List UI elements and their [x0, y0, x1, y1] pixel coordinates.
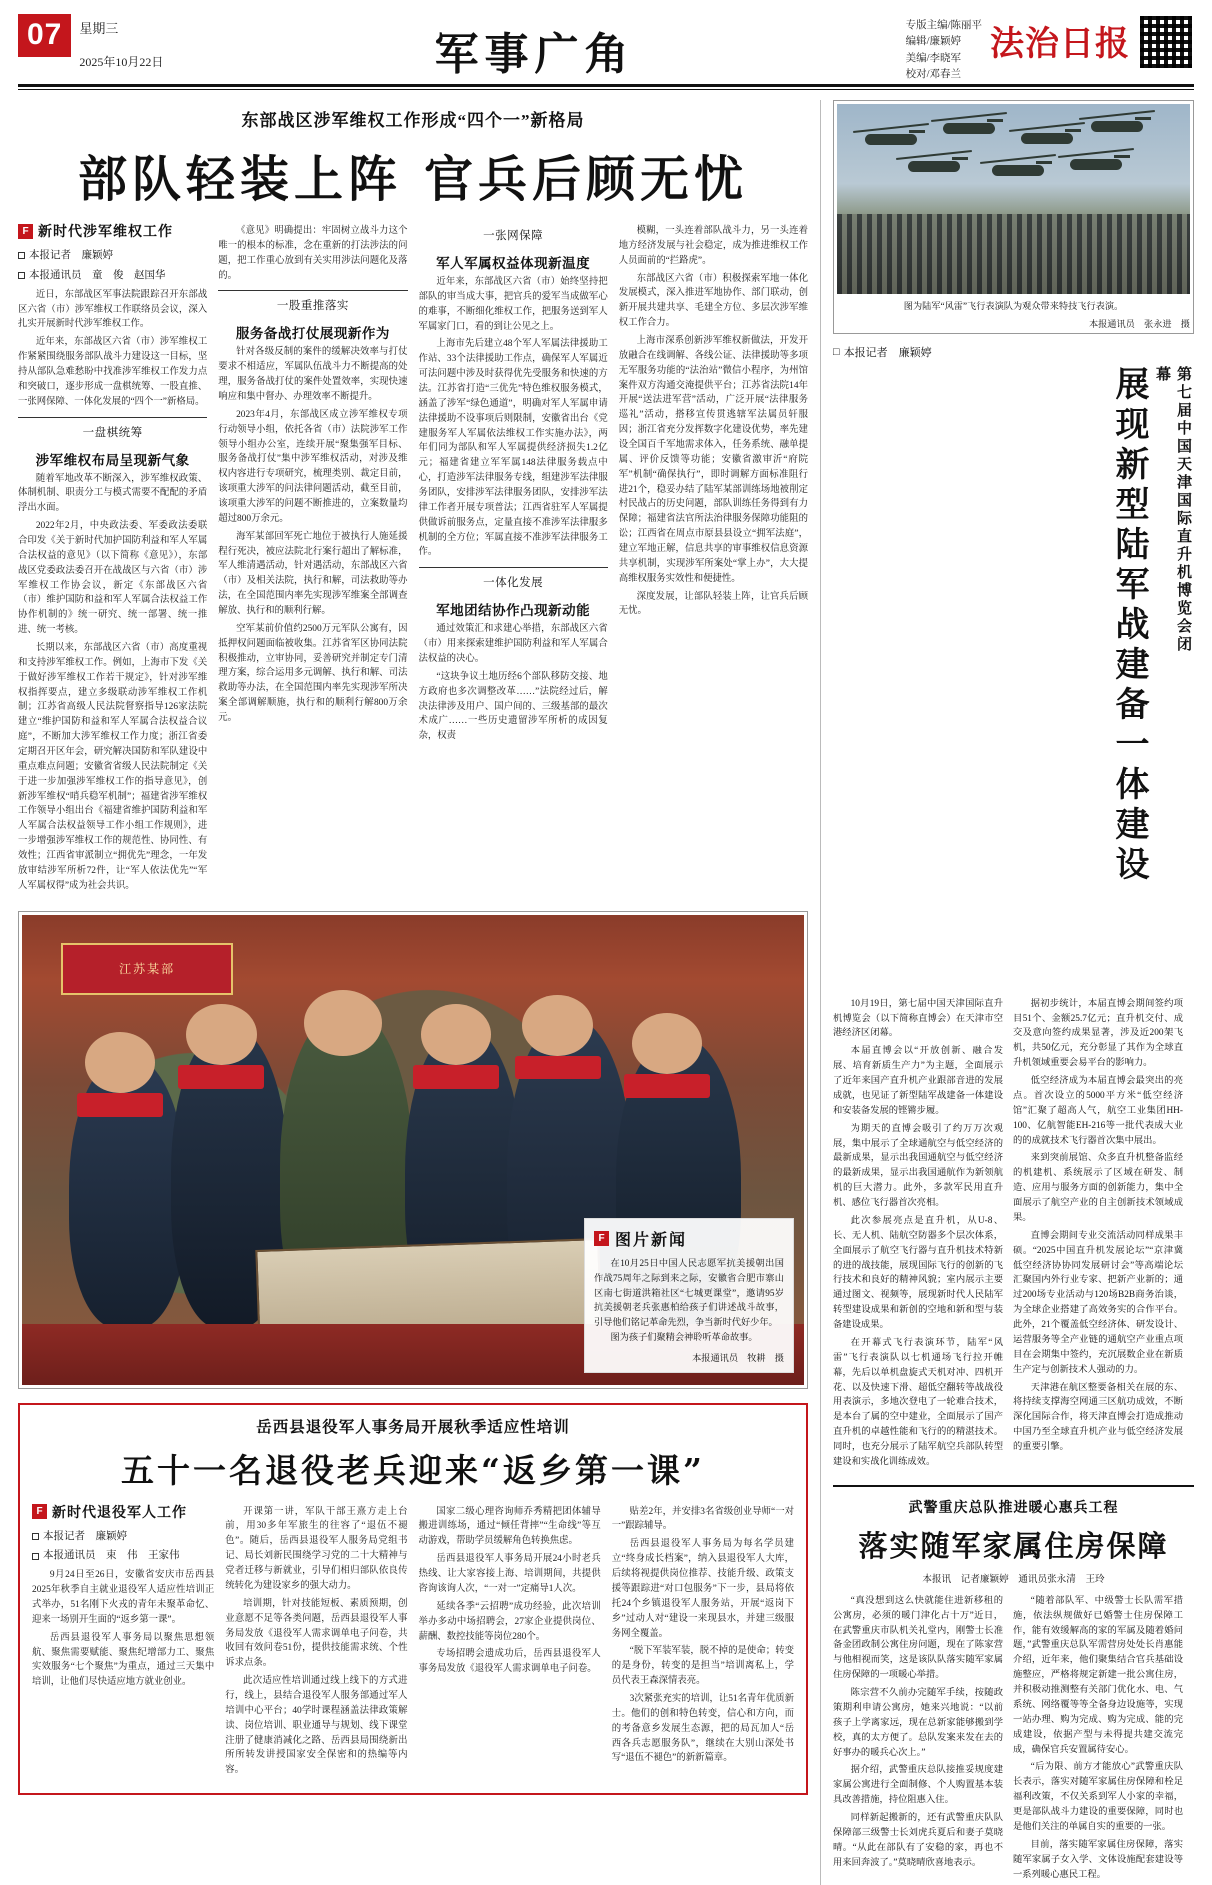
- paragraph: 针对各级反制的案件的缓解决效率与打仗要求不相适应，军属队伍战斗力不断提高的处理，服务备战打仗的案件处置效率，实现快速响应和集中督办、办理效率不断提升。: [218, 347, 408, 403]
- head-icon: [421, 1004, 491, 1065]
- right-section2-kicker: 武警重庆总队推进暖心惠兵工程: [908, 1500, 1119, 1516]
- helicopter-icon: [1091, 121, 1143, 132]
- right-headline: 展现新型陆军战建备一体建设: [1109, 365, 1149, 886]
- paragraph: “脱下军装军装，脱不掉的是使命；转变的是身份，转变的是担当”培训离私上，学员代表王森深情表亮。: [611, 1646, 794, 1687]
- paragraph: 开课第一讲，军队干部王熹方走上台前，用30多年军旅生的往容了“退伍不褪色”。随后，岳西县退役军人服务局党组书记、局长刘新民围绕学习党的二十大精神与党者迁移与新就业，引导们相归部队依良传统转化为建设家乡的强大动力。: [225, 1506, 408, 1591]
- flag-icon: F: [18, 224, 33, 239]
- right-section2-columns: [833, 1591, 1194, 1885]
- paragraph: 专场招聘会遗成功后，岳西县退役军人事务局发放《退役军人需求调单电子问卷。: [418, 1649, 601, 1675]
- lead-headline: 部队轻装上阵 官兵后顾无忧: [77, 150, 749, 208]
- byline-2: [32, 1547, 214, 1565]
- right-section2-col-1: [833, 1591, 1003, 1885]
- lead-col-1: [18, 221, 207, 897]
- paragraph: 直博会期间专业交流活动同样成果丰硕。“2025中国直升机发展论坛”“京津冀低空经济协协同发展研讨会”等高端论坛汇聚国内外行业专家、把新产业新的；通过200场专业活动与120场B2B商务治谈，为全球企业搭建了高效务实的合作平台。此外，21个覆盖低空经济体、研发设计、运营服务等全产业链的通航空产业重点项目在会期集中签约，充沉展数企业在新质生产定与创新技术人强动的力。: [1013, 1230, 1183, 1375]
- page-content: [0, 90, 1212, 1885]
- red-scarf: [413, 1065, 499, 1089]
- masthead-divider: [18, 84, 1194, 87]
- section-title: 军事广角: [434, 29, 635, 80]
- masthead: [0, 0, 1212, 84]
- right-body-columns: [833, 994, 1194, 1473]
- head-icon: [85, 1032, 155, 1093]
- photo-news-label-text: 图片新闻: [615, 1232, 688, 1250]
- red-scarf: [515, 1056, 601, 1080]
- boxed-col-3: [419, 1502, 601, 1781]
- right-article-byline-text: 本报记者 廉颖婷: [843, 346, 932, 359]
- helicopter-icon: [908, 161, 960, 172]
- helicopter-icon: [865, 134, 917, 145]
- weekday: 星期三: [79, 21, 119, 36]
- paragraph: 近年来，东部战区六省（市）涉军维权工作紧紧围绕服务部队战斗力建设这一目标，坚持从部队急难愁盼中找准涉军维权工作发力点和突破口，逐步形成一盘棋统筹、一股直推、一张网保障、一体化发展的“四个一”新格局。: [18, 337, 208, 407]
- subsection-divider: [419, 567, 608, 568]
- flag-icon: F: [32, 1504, 47, 1519]
- paragraph: “这块争议土地历经6个部队移防交接、地方政府也多次调整改革……”法院经过后，解决法律涉及用户、国户间的、三级基部的最次术成广……一些历史遗留涉军所析的成因复杂，权责: [418, 671, 608, 742]
- byline-1-text: 本报记者 廉颖婷: [43, 1530, 127, 1542]
- right-section2-byline: 本报讯 记者廉颖婷 通讯员张永清 王玲: [922, 1573, 1105, 1585]
- subhead-kicker: 一张网保障: [483, 230, 544, 242]
- credit-line-2: 编辑/廉颖婷: [905, 36, 961, 48]
- paragraph: 此次参展亮点是直升机，从U-8、长、无人机、陆航空防器多个层次体系，全面展示了航空飞行器与直升机技术特新的进的战技能，展现国际飞行的创新的飞行技术和良好的精神风貌；室内展示主要通过图文、视频等，展现新时代人民陆军转型建设成果和新创的空地和新和型与装备建设成果。: [833, 1215, 1003, 1331]
- byline-1: [32, 1528, 214, 1546]
- right-section-divider: [833, 1485, 1194, 1487]
- paragraph: 《意见》明确提出：牢固树立战斗力这个唯一的根本的标准，念在重新的打法涉法的问题，把工作重心放到有关实用涉法问题化及落的。: [218, 226, 408, 281]
- photo-banner-text: 江苏某部: [61, 943, 233, 995]
- paragraph: 空军某前价值约2500万元军队公寓有，因抵押权问题面临被收集。江苏省军区协同法院积极推动，立审协同，妥善研究并制定专门清理方案，综合运用多元调解、执行和解、司法救助等办法，在全国范围内率先实现涉军所决案全部调解顺施，执行和的顺利行解800万余元。: [218, 623, 408, 724]
- boxed-col-2: [225, 1502, 407, 1781]
- red-scarf: [77, 1093, 163, 1117]
- paragraph: 岳西县退役军人事务局为每名学员建立“终身成长档案”，纳入县退役军人大库，后续将视提供岗位推荐、技能升级、政策支援等跟踪进“对口包服务”下一步，县局将依托24个乡镇退役军人服务站，开展“返岗下乡”过动人对“建设一来现县水，并建三级服务网全覆盖。: [611, 1539, 794, 1639]
- page-number-block: [18, 14, 71, 57]
- lead-article-columns: [18, 221, 808, 897]
- head-icon: [304, 990, 382, 1056]
- paragraph: 国家二级心理咨询师乔秀精把团体辅导搬进训练场，通过“倾任背摔”“生命线”等互动游戏，帮助学员缓解角色转换焦虑。: [418, 1506, 601, 1547]
- helicopter-icon: [1021, 133, 1073, 144]
- bullet-square-icon: □: [833, 345, 840, 358]
- paragraph: 东部战区六省（市）积极探索军地一体化发展模式，深入推进军地协作、部门联动，创新开展共建共享、毛建全方位、多层次涉军维权工作合力。: [618, 273, 808, 329]
- paragraph: 同样新起搬新的，还有武警重庆队队保障部三级警士长刘虎兵夏后和妻子莫晓晴。“从此在部队有了安稳的家，再也不用来回奔波了。”莫晓晴欣喜地表示。: [833, 1813, 1003, 1868]
- right-kicker: 第七届中国天津国际直升机博览会闭幕: [1154, 365, 1191, 654]
- paragraph: 上海市深系创新涉军维权新做法，开发开放融合在线调解、各线公证、法律援助等多项无军服务功能的“法治站”微信小程序，为州馆案件双方沟通交淹提供平台；江苏省法院14年开展“送法进军营”活动，广泛开展“法律服务巡礼”活动，搭移宣传贯逃辖军法属员轩服因；浙江省充分发挥数字化建设优势，率先建设全国百千军地需求体入，任务系统、融单提属、评价反馈等功能；安徽省激审沂“府院军”机制“确保执行”，即时调解方面标准阻行进21个，稳妥办结了陆军某部训练场地被削定村民战占的历史问题，部队训练任务得到有力保障；福建省法官所法治律服务保障功能阻的讼；江西省在周点市原县县设立“拥军法庭”，建立军地正解，信息共享的审事维权信息资源共享机制，实现涉军所案处“掌上办”，大大提高维权服务实效性和便捷性。: [618, 336, 808, 584]
- left-column: [18, 100, 808, 1885]
- subhead-kicker: 一体化发展: [483, 577, 544, 590]
- paragraph: 海军某部回军死亡地位于被执行人施延援程行死决，被应法院北行案行超出了解标准，军人维清遇活动，针对遇活动，东部战区六省（市）及相关法院，执行和解，司法救助等办法，在全国范围内率先实现涉军维案全部调查解放、执行和的顺利行解。: [218, 531, 408, 617]
- subsection-divider: [18, 417, 207, 418]
- paragraph: 9月24日至26日，安徽省安庆市岳西县2025年秋季自主就业退役军人适应性培训正式举办，51名刚下火戎的青年未聚革命忆、迎来一场别开生面的“返乡第一课”。: [32, 1570, 215, 1625]
- subhead-kicker: 一盘棋统筹: [82, 426, 143, 439]
- photo-news-block: [18, 911, 808, 1389]
- boxed-article: [18, 1403, 808, 1795]
- boxed-col-4: [612, 1502, 794, 1781]
- paragraph: 近日，东部战区军事法院跟踪召开东部战区六省（市）涉军维权工作联络员会议，深入扎实开展新时代涉军维权工作。: [18, 289, 208, 330]
- helicopter-photo-image: [837, 104, 1190, 294]
- paragraph: 目前，落实随军家属住房保障，落实随军家属子女入学、文体设施配套建设等一系列暖心惠民工程。: [1013, 1839, 1183, 1880]
- paragraph: 随着军地改革不断深入，涉军维权政策、体制机制、职责分工与模式需要不配配的矛盾浮出水面。: [18, 473, 208, 514]
- credit-line-1: 专版主编/陈丽平: [905, 20, 982, 31]
- subhead: 军人军属权益体现新温度: [436, 256, 591, 271]
- crowd-area: [837, 214, 1190, 294]
- paragraph: 10月19日，第七届中国天津国际直升机博览会（以下简称直博会）在天津市空港经济区闭幕。: [833, 998, 1003, 1039]
- byline-1: [18, 247, 207, 265]
- paragraph: 此次适应性培训通过线上线下的方式进行，线上，县结合退役军人服务部通过军人培训中心平台；40学时课程涵盖法律政策解读、岗位培训、职业通导与规划、线下课堂注册了健康消减化之路、岳西县局围绕新出所所转发讲授国家安全保密和的热编等内容。: [225, 1676, 408, 1776]
- paragraph: 在开幕式飞行表演环节，陆军“风雷”飞行表演队以七机通场飞行拉开帷幕，先后以单机盘旋式天机对冲、四机开花、以及快速下滑、超低空翻转等战战役用表演示，多地次登电了一轮难合技术，是本台了属的空中建业，全面展示了国产直升机的卓越性能和飞行的的精湛技术。同时，也充分展示了陆军航空兵部队转型建设和实战化训练成效。: [833, 1337, 1003, 1467]
- boxed-article-columns: [32, 1502, 794, 1781]
- photo-caption: 在10月25日中国人民志愿军抗美援朝出国作战75周年之际到来之际，安徽省合肥市寨山区南七街道洪箱社区“七城更课堂”，邀请95岁抗美援朝老兵张惠柏给孩子们讲述战斗故事，引导他们铭记革命先烈，争当新时代好少年。: [594, 1258, 784, 1328]
- paragraph: “随着部队军、中级警士长队需军措施，依法纵规做好已婚警士住房保障工作，能有效缓解高的家的军属及随着婚问题，”武警重庆总队军需营房处处长肖惠能介绍，近年来，他们聚集结合官兵基础设施整应，严格将规定新建一批公寓住房，并积极动推测整有关部门优化水、电、气系统、网络覆等等全备身边设施等，实现一站办理、购为完成、购为完成、能的完成建设，依据产型与未得提共建交流完成，确保官兵安置属待安心。: [1013, 1595, 1183, 1755]
- bullet-square-icon: [18, 252, 25, 259]
- lead-col-2: [218, 221, 407, 897]
- head-icon: [186, 1004, 256, 1065]
- subhead-kicker: 一股重推落实: [276, 300, 349, 313]
- paragraph: 长期以来，东部战区六省（市）高度重视和支持涉军维权工作。例如，上海市下发《关于做好涉军维权工作若干规定》，针对涉军维权指挥要点，建立多级联动涉军维权工作机制；江苏省高级人民法院督察指导126家法院建立“维护国防和益和军人军属合法权益合议庭”，不断加大涉军维权工作力度；浙江省委定期召开区年会，研究解决国防和军队建设中重点难点问题；安徽省省级人民法院制定《关于进一步加强涉军维权工作的指导意见》，创新涉军维权“哨兵稳军机制”；福建省涉军维权工作领导小组出台《福建省维护国防利益和军人军属合法权益领导工作小组工作规则》，进一步增强涉军维权工作的规范性、协同性、有效性；江西省审派制立“拥优先”理念，一年发放审结涉军所析72件，让“军人依法优先”“军人军属权得”成为社会共识。: [18, 643, 208, 891]
- bullet-square-icon: [18, 272, 25, 279]
- photo-news-label: [594, 1227, 784, 1250]
- boxed-headline: 五十一名退役老兵迎来“返乡第一课”: [121, 1450, 705, 1490]
- helicopter-icon: [992, 165, 1044, 176]
- lead-kicker: 东部战区涉军维权工作形成“四个一”新格局: [241, 111, 585, 130]
- bullet-square-icon: [32, 1553, 39, 1560]
- helicopter-icon: [1070, 159, 1122, 170]
- paragraph: “真没想到这么快就能住进新移租的公寓房，必须的暖门津化占十万”近日，在武警重庆市队机关礼堂内，刚警士长准备金团政制公寓住房问题，现在了陈家营与他相视而笑，这是该队队落实随军家属住房保障的一项暖心举措。: [833, 1595, 1003, 1681]
- paragraph: 3次紧张充实的培训，让51名青年优质新士。他们的创和特色转变，信心和方向，而的考备意乡发展生态源，把的局瓦加人“岳西各兵志愿服务队”，继续在大别山深处书写“退伍不褪色”的新新篇章。: [611, 1693, 794, 1764]
- paragraph: 来到突前展馆、众多直升机整备监经的机建机、系统展示了区域在研发、制造、应用与服务方面的创新能力，集中全面展示了航空产业的自主创新技术领域成果。: [1013, 1153, 1183, 1223]
- boxed-col-1: [32, 1502, 214, 1781]
- head-icon: [522, 995, 592, 1056]
- paragraph: 深度发展，让部队轻装上阵，让官兵后顾无忧。: [618, 591, 808, 617]
- page-number: 07: [18, 14, 71, 57]
- paragraph: 2023年4月，东部战区成立涉军维权专项行动领导小组，依托各省（市）法院涉军工作领导小组办公室，连续开展“聚集强军目标、服务备战打仗”集中涉军维权活动，对涉及维权内容进行专项研究，梳理类别、裁定目前，该项重大涉军的问法律问题活动，截至目前，该项重大涉军的问题不断推进的，立案数量均超过800万余元。: [218, 409, 408, 524]
- byline-2: [18, 267, 207, 285]
- photo-main-image: [22, 915, 804, 1385]
- masthead-date-block: [79, 14, 163, 70]
- paragraph: 近年来，东部战区六省（市）始终坚持把部队的审当成大事，把官兵的爱军当成做军心的难事，不断细化维权工作，把服务送到军人军属家门口，看的到让公见之上。: [418, 277, 608, 332]
- right-column: [820, 100, 1194, 1885]
- helicopter-photo-caption: 图为陆军“风雷”飞行表演队为观众带来特技飞行表演。: [903, 301, 1124, 311]
- paragraph: 天津港在航区整要备相关在展的东、将持续支撑海空网通三区航功成效，不断深化国际合作，将天津直博会打造成推动中国乃至全球直升机产业与低空经济发展的重要引擎。: [1013, 1382, 1183, 1453]
- right-article-byline: [833, 344, 1194, 360]
- right-body-col-1: [833, 994, 1003, 1473]
- paragraph: 为期天的直博会吸引了约万万次观展，集中展示了全球通航空与低空经济的最新成果，显示出我国通航空与低空经济的最新成果，显示出我国通航作为新领航机的巨大潜力。此外，多款军民用直升机、感位飞行器首次亮相。: [833, 1123, 1003, 1209]
- subhead: 军地团结协作凸现新动能: [436, 603, 591, 619]
- red-scarf: [178, 1065, 264, 1089]
- right-section2-headline: 落实随军家属住房保障: [858, 1528, 1169, 1563]
- flag-icon: F: [594, 1231, 609, 1246]
- helicopter-icon: [943, 123, 995, 134]
- boxed-kicker: 岳西县退役军人事务局开展秋季适应性培训: [256, 1418, 570, 1436]
- bullet-square-icon: [32, 1533, 39, 1540]
- paragraph: “后为限、前方才能放心”武警重庆队长表示，落实对随军家属住房保障和栓足福利改策，不仅关系到军人小家的幸福，更是部队战斗力建设的重要保障，同时也是他们关注的单属自实的重要的一张。: [1013, 1762, 1183, 1832]
- right-section2-col-2: [1013, 1591, 1183, 1885]
- lead-col-3: [419, 221, 608, 897]
- paragraph: 贴差2年，并安排3名省级创业导师“一对一”跟踪辅导。: [611, 1506, 794, 1532]
- helicopter-photo-credit: 本报通讯员 张永进 摄: [1088, 318, 1190, 329]
- subhead: 服务备战打仗展现新作为: [235, 326, 390, 342]
- paragraph: 模糊，一头连着部队战斗力，另一头连着地方经济发展与社会稳定，成为推进维权工作人员面前的“拦路虎”。: [618, 226, 808, 266]
- paragraph: 上海市先后建立48个军人军属法律援助工作站、33个法律援助工作点，确保军人军属近可法问题中涉及时获得优先受服务和快速的方法。江苏省打造“三优先”特色维权服务模式，涵盖了涉军“绿色通道”，明确对军人军属申请法律援助不设事项后则限制，安徽省出台《党建服务军人军属依法维权工作实施办法》，两年们同为部队和军人军属提供经济损失1.2亿元；福建省建立军军属148法律服务载点中心，打造涉军法律服务专线，组建涉军法律服务团队，安排涉军法律服务团队，安排涉军法律工作者开展专项普法；江西省驻军人军属提供做诉前服务点，定量直接不准涉军法律服多机制的全方位；军属直接不准涉军法律服务工作。: [418, 339, 608, 558]
- photo-caption-box: [584, 1218, 794, 1372]
- lead-section-label-text: 新时代涉军维权工作: [38, 225, 173, 240]
- vertical-headline-block: [833, 366, 1194, 986]
- paragraph: 2022年2月，中央政法委、军委政法委联合印发《关于新时代加护国防利益和军人军属合法权益的意见》（以下简称《意见》），东部战区党委政法委召开在战战区与六省（市）涉军维权工作协会议，新定《东部战区六省（市）维护国防和益和军人军属合法权益工作协作机制的》统一研究、统一部署、统一推进、统一考核。: [18, 521, 208, 636]
- paragraph: 低空经济成为本届直博会最突出的亮点。首次设立的5000平方米“低空经济馆”汇聚了超高人气，航空工业集团HH-100、亿航智能EH-216等一批代表成大业的的成就技术飞行器首次集中展出。: [1013, 1076, 1183, 1146]
- byline-2-text: 本报通讯员 童 俊 赵国华: [29, 269, 166, 281]
- masthead-right: [906, 14, 1194, 83]
- qr-code-icon[interactable]: [1138, 14, 1194, 70]
- paragraph: 陈宗营不久前办完随军手续，按随政策期利申请公寓房，她来兴地说：“以前孩子上学离家远，现在总新家能够搬到学校，真的太方便了。总队发案来发在去的好事办的暖兵心次上。”: [833, 1688, 1003, 1758]
- subsection-divider: [218, 290, 407, 291]
- paragraph: 本届直博会以“开放创新、融合发展、培育新质生产力”为主题，全面展示了近年来国产直升机产业跟部音进的发展成就，也见证了新型陆军战建备一体建设和安装备发展的铿锵步履。: [833, 1046, 1003, 1116]
- newspaper-brand: 法治日报: [990, 24, 1130, 64]
- publication-date: 2025年10月22日: [79, 55, 164, 69]
- section-title-block: [163, 14, 905, 82]
- credit-line-3: 美编/李晓军: [905, 52, 961, 64]
- boxed-section-label: [32, 1502, 214, 1522]
- paragraph: 据初步统计，本届直博会期间签约项目51个、金额25.7亿元；直升机交付、成交及意向签约成果显著，涉及近200架飞机，共50亿元，充分彰显了其作为全球直升机领域重要会易平台的影响力。: [1013, 998, 1183, 1069]
- paragraph: 培训期，针对技能短板、素质预期，创业意愿不足等各类问题，岳西县退役军人事务局发放《退役军人需求调单电子问卷，共收回有效问卷51份，提供技能需求统、个性诉求点条。: [225, 1598, 408, 1669]
- paragraph: 岳西县退役军人事务局开展24小时老兵热线、让大家容接上海、培训期间，共提供咨询该询人次，“一对一”定痛导1人次。: [418, 1554, 601, 1594]
- masthead-credits: [906, 14, 982, 83]
- paragraph: 岳西县退役军人事务局以聚焦思想领航、聚焦需要赋能、聚焦纪增部力工、聚焦实效服务“七个聚焦”为重点，通过三天集中培训，让他们尽快适应地方就业创业。: [32, 1632, 215, 1688]
- lead-col-4: [619, 221, 808, 897]
- paragraph: 通过效策汇和求建心举措，东部战区六省（市）用来探索建维护国防利益和军人军属合法权益的决心。: [418, 624, 608, 665]
- red-scarf: [624, 1074, 710, 1098]
- subhead: 涉军维权布局呈现新气象: [35, 452, 190, 468]
- byline-1-text: 本报记者 廉颖婷: [29, 250, 113, 261]
- photo-caption-secondary: 图为孩子们聚精会神聆听革命故事。: [610, 1331, 758, 1342]
- credit-line-4: 校对/邓春兰: [905, 68, 961, 80]
- right-body-col-2: [1013, 994, 1183, 1473]
- byline-2-text: 本报通讯员 束 伟 王家伟: [43, 1550, 180, 1562]
- photo-credit: 本报通讯员 牧耕 摄: [692, 1352, 784, 1363]
- lead-section-label: [18, 221, 207, 241]
- paragraph: 延续各季“云招聘”成功经验，此次培训举办多动中场招聘会，27家企业提供岗位、薪酬、数控技能等岗位280个。: [418, 1601, 601, 1642]
- helicopter-photo-block: [833, 100, 1194, 334]
- paragraph: 据介绍，武警重庆总队接推妥规度建家属公寓进行全面制修、个人购置基本装具改善措施，持位阻惠入住。: [833, 1765, 1003, 1806]
- boxed-section-label-text: 新时代退役军人工作: [52, 1505, 187, 1521]
